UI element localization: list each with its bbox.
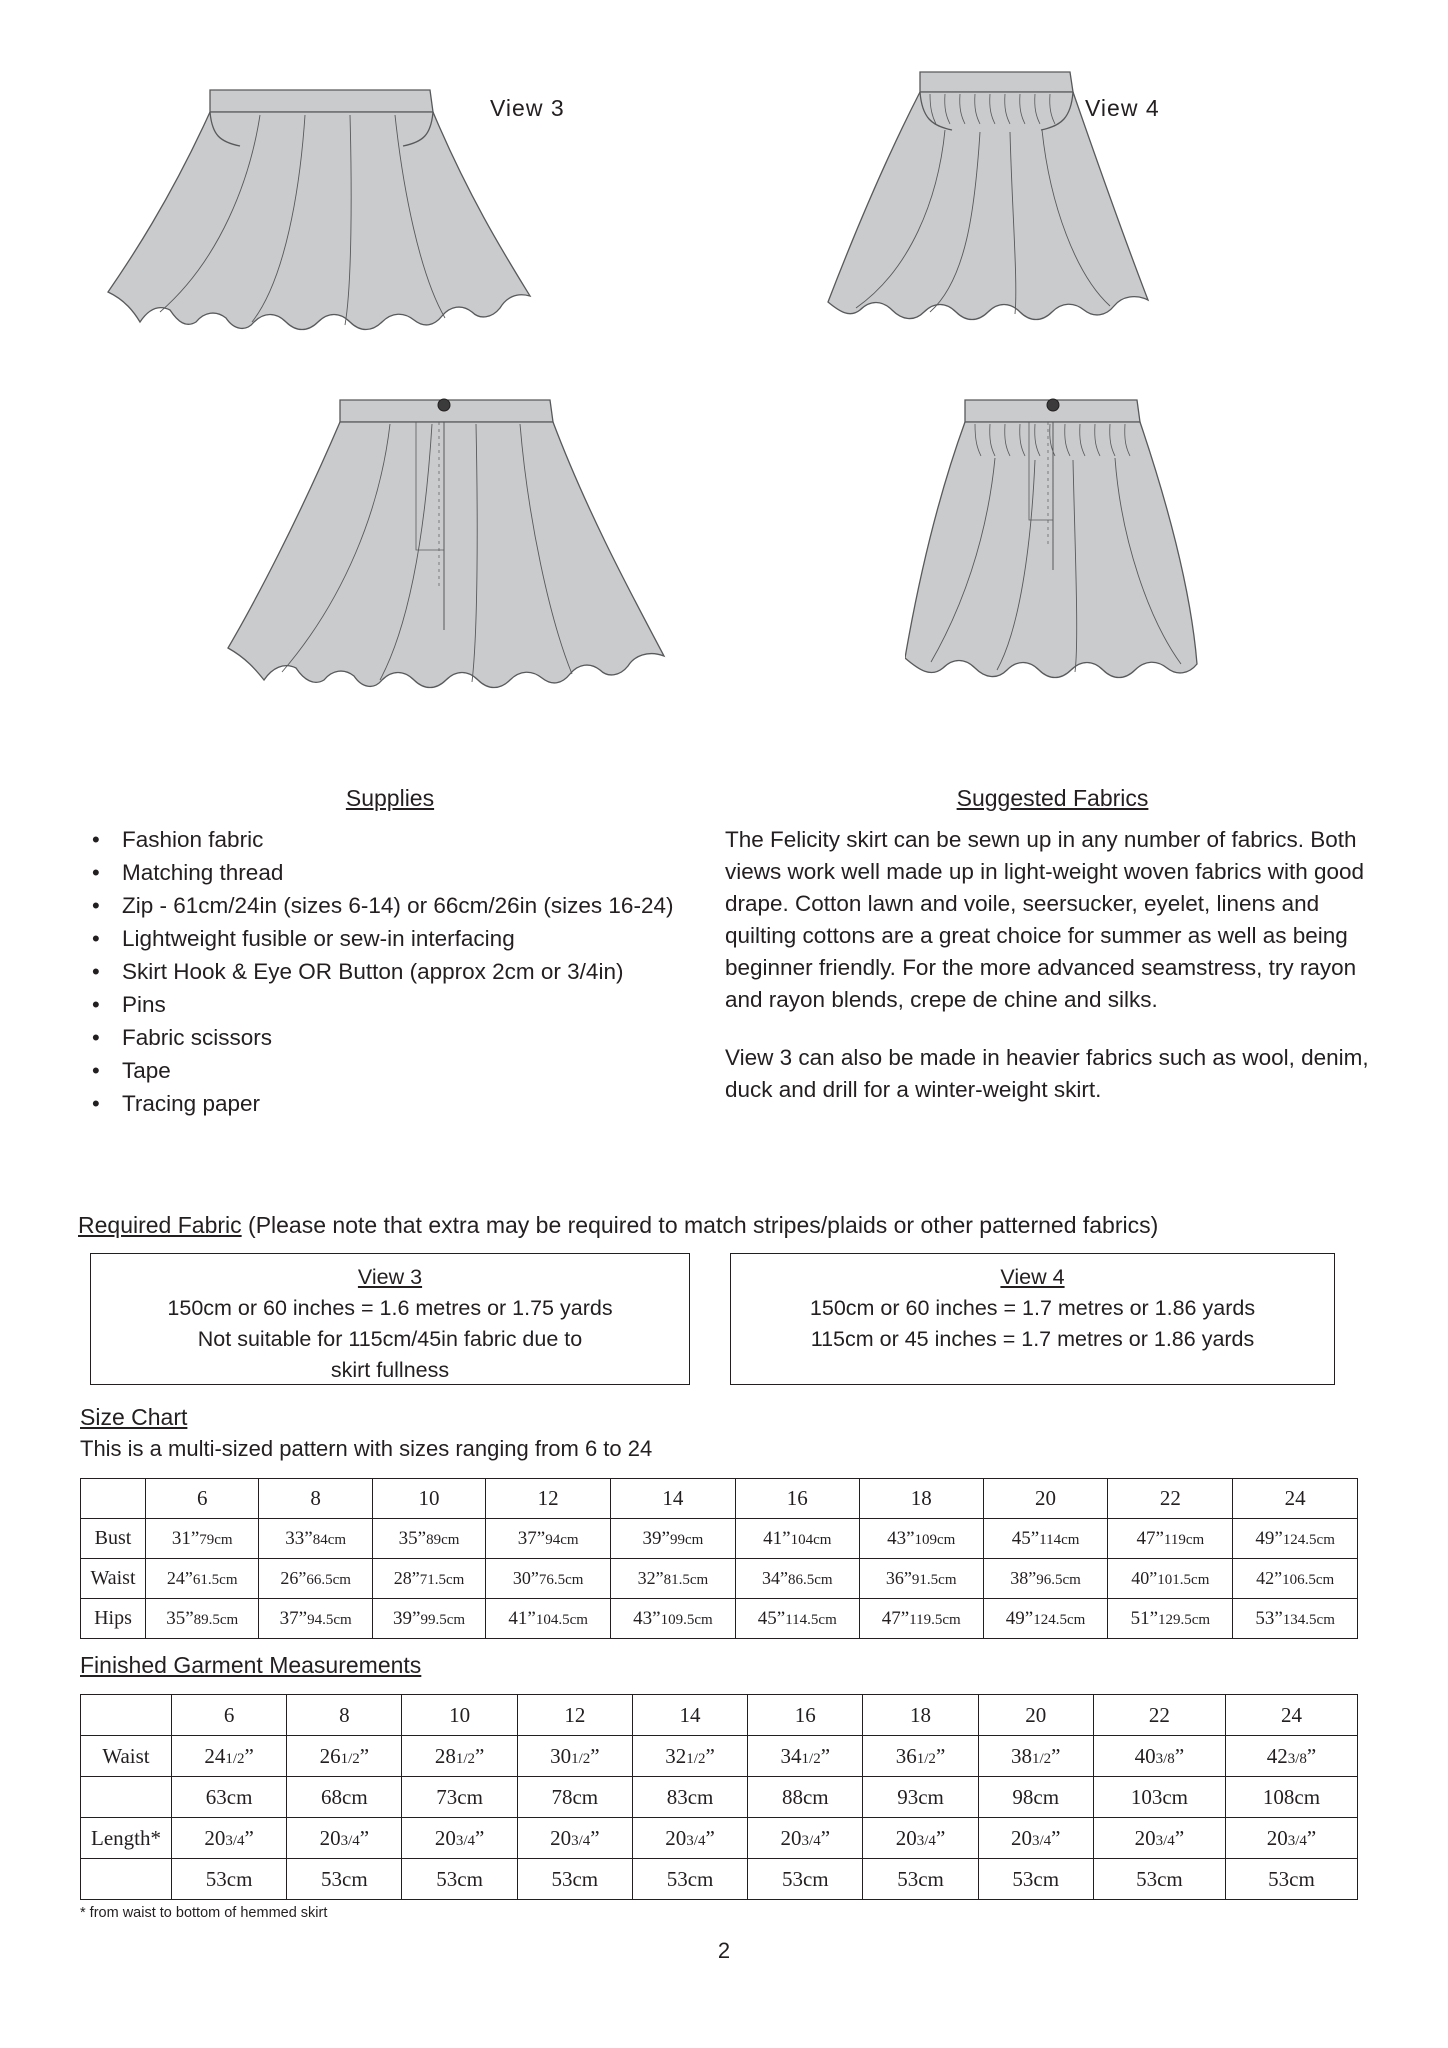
fgm-waist-unit-14: ” [705, 1743, 715, 1768]
size-chart-col-16: 16 [735, 1479, 859, 1519]
list-item: • Matching thread [122, 857, 710, 889]
size-chart-col-22: 22 [1108, 1479, 1233, 1519]
bust-in-14: 39” [642, 1527, 670, 1549]
hips-cm-24: 134.5cm [1282, 1611, 1335, 1628]
fgm-waist-in-12: 30 [550, 1743, 572, 1768]
size-chart-col-8: 8 [259, 1479, 372, 1519]
list-item: • Fashion fabric [122, 824, 710, 856]
list-item: • Lightweight fusible or sew-in interfacing [122, 923, 710, 955]
hips-cm-14: 109.5cm [660, 1611, 713, 1628]
table-cell [172, 1818, 287, 1859]
table-cell [402, 1736, 517, 1777]
hips-in-22: 51” [1130, 1607, 1158, 1629]
table-row [81, 1859, 1358, 1900]
table-cell [517, 1818, 632, 1859]
hips-in-18: 47” [881, 1607, 910, 1629]
table-cell [735, 1519, 859, 1559]
hips-in-14: 43” [633, 1607, 661, 1629]
fgm-col-10: 10 [402, 1695, 517, 1736]
hips-in-6: 35” [166, 1607, 194, 1629]
table-cell [517, 1736, 632, 1777]
fgm-length-unit-18: ” [935, 1825, 946, 1850]
fgm-waist-unit-22: ” [1174, 1743, 1185, 1768]
table-row [81, 1736, 1358, 1777]
fgm-length-frac-14: 3/4 [686, 1832, 706, 1849]
list-item: • Fabric scissors [122, 1022, 710, 1054]
hips-in-24: 53” [1255, 1607, 1283, 1629]
waist-cm-16: 86.5cm [787, 1571, 833, 1588]
fgm-waist-frac-12: 1/2 [571, 1750, 591, 1767]
fgm-row-length-label: Length* [81, 1818, 172, 1859]
table-cell [632, 1818, 747, 1859]
table-row [81, 1818, 1358, 1859]
fgm-waist-in-6: 24 [204, 1743, 226, 1768]
table-row [81, 1479, 1358, 1519]
hips-cm-8: 94.5cm [307, 1611, 352, 1628]
table-cell: 53cm [402, 1859, 517, 1900]
size-chart-subtitle: This is a multi-sized pattern with sizes ranging from 6 to 24 [80, 1436, 653, 1461]
table-cell [259, 1519, 372, 1559]
table-cell [372, 1519, 485, 1559]
table-cell [611, 1559, 736, 1599]
table-cell: 53cm [1093, 1859, 1225, 1900]
required-fabric-box-view4 [730, 1253, 1335, 1385]
table-cell [1108, 1599, 1233, 1639]
table-cell: 68cm [287, 1777, 402, 1818]
table-cell: 78cm [517, 1777, 632, 1818]
fgm-length-in-10: 20 [434, 1825, 456, 1850]
waist-in-6: 24” [166, 1567, 193, 1588]
illustration-area [70, 60, 1380, 760]
bust-in-22: 47” [1136, 1527, 1164, 1549]
waist-cm-8: 66.5cm [306, 1571, 351, 1588]
table-cell [1093, 1818, 1225, 1859]
size-chart-row-bust-label: Bust [81, 1519, 146, 1559]
table-cell [1093, 1736, 1225, 1777]
waist-in-22: 40” [1131, 1567, 1158, 1588]
table-cell [1233, 1599, 1358, 1639]
required-fabric-view3-line-2: Not suitable for 115cm/45in fabric due to [197, 1327, 583, 1351]
required-fabric-view4-title: View 4 [1000, 1265, 1065, 1289]
fgm-waist-in-14: 32 [665, 1743, 687, 1768]
fgm-length-in-6: 20 [204, 1825, 226, 1850]
table-cell [259, 1599, 372, 1639]
fgm-waist-frac-22: 3/8 [1155, 1750, 1175, 1767]
table-cell: 103cm [1093, 1777, 1225, 1818]
bust-cm-12: 94cm [545, 1531, 579, 1548]
table-cell [611, 1599, 736, 1639]
table-cell [402, 1818, 517, 1859]
list-item: • Tracing paper [122, 1088, 710, 1120]
table-cell [735, 1599, 859, 1639]
table-cell [632, 1736, 747, 1777]
fgm-length-in-24: 20 [1266, 1825, 1288, 1850]
size-chart-col-10: 10 [372, 1479, 485, 1519]
table-cell: 53cm [287, 1859, 402, 1900]
bust-cm-6: 79cm [199, 1531, 233, 1548]
bust-in-20: 45” [1011, 1527, 1040, 1549]
fgm-length-unit-20: ” [1051, 1825, 1061, 1850]
fgm-waist-frac-8: 1/2 [340, 1750, 360, 1767]
fgm-waist-unit-20: ” [1051, 1743, 1061, 1768]
size-chart-col-14: 14 [611, 1479, 736, 1519]
waist-cm-24: 106.5cm [1282, 1571, 1335, 1588]
hips-cm-18: 119.5cm [909, 1611, 961, 1628]
table-cell [1233, 1559, 1358, 1599]
size-chart-heading: Size Chart [80, 1404, 188, 1430]
hips-in-8: 37” [279, 1607, 308, 1629]
fgm-col-12: 12 [517, 1695, 632, 1736]
fgm-waist-unit-10: ” [475, 1743, 485, 1768]
table-cell: 88cm [748, 1777, 863, 1818]
fgm-waist-unit-16: ” [820, 1743, 831, 1768]
waist-in-20: 38” [1010, 1567, 1037, 1588]
fgm-length-in-16: 20 [780, 1825, 802, 1850]
bust-in-12: 37” [517, 1527, 546, 1549]
fgm-row-waist-label: Waist [81, 1736, 172, 1777]
list-item: • Tape [122, 1055, 710, 1087]
table-row [81, 1559, 1358, 1599]
required-fabric-view4-line-2: 115cm or 45 inches = 1.7 metres or 1.86 yards [810, 1327, 1255, 1351]
fgm-length-unit-14: ” [705, 1825, 715, 1850]
page-number: 2 [717, 1938, 731, 1963]
bust-cm-8: 84cm [312, 1531, 347, 1548]
hips-cm-6: 89.5cm [193, 1611, 239, 1628]
bust-in-8: 33” [285, 1527, 313, 1549]
fgm-length-frac-16: 3/4 [801, 1832, 821, 1849]
size-chart-row-waist-label: Waist [81, 1559, 146, 1599]
size-chart-col-18: 18 [859, 1479, 983, 1519]
table-cell: 93cm [863, 1777, 978, 1818]
fgm-length-frac-20: 3/4 [1032, 1832, 1052, 1849]
hips-in-12: 41” [508, 1607, 536, 1629]
fgm-waist-frac-16: 1/2 [801, 1750, 821, 1767]
view3-label: View 3 [490, 95, 565, 121]
fgm-length-unit-8: ” [359, 1825, 370, 1850]
fgm-waist-frac-14: 1/2 [686, 1750, 706, 1767]
table-cell [146, 1559, 259, 1599]
footnote: * from waist to bottom of hemmed skirt [80, 1905, 328, 1921]
fgm-waist-in-20: 38 [1011, 1743, 1032, 1768]
suggested-fabrics-paragraph-1: The Felicity skirt can be sewn up in any number of fabrics. Both views work well made up in light-weight woven fabrics with good drape. Cotton lawn and voile, seersucker, eyelet, linens and quilting cottons are a great choice for summer as well as being beginner friendly. For the more advanced seamstress, try rayon and rayon blends, crepe de chine and silks. [725, 827, 1365, 1012]
fgm-waist-frac-18: 1/2 [916, 1750, 936, 1767]
table-cell [172, 1736, 287, 1777]
fgm-length-unit-12: ” [590, 1825, 600, 1850]
waist-cm-14: 81.5cm [663, 1571, 709, 1588]
fgm-waist-unit-24: ” [1306, 1743, 1317, 1768]
waist-in-18: 36” [885, 1567, 912, 1588]
waist-in-16: 34” [761, 1567, 788, 1588]
fgm-length-unit-16: ” [820, 1825, 831, 1850]
table-cell [863, 1736, 978, 1777]
fgm-waist-in-22: 40 [1134, 1743, 1156, 1768]
required-fabric-note: (Please note that extra may be required to match stripes/plaids or other patterned fabrics) [241, 1212, 1159, 1238]
table-cell: 98cm [978, 1777, 1093, 1818]
size-chart-table [80, 1478, 1358, 1639]
suggested-fabrics-column [725, 785, 1380, 1132]
fgm-length-frac-24: 3/4 [1287, 1832, 1307, 1849]
required-fabric-view3-line-3: skirt fullness [330, 1358, 450, 1382]
fgm-col-8: 8 [287, 1695, 402, 1736]
suggested-fabrics-heading: Suggested Fabrics [956, 785, 1149, 811]
fgm-waist-in-8: 26 [319, 1743, 341, 1768]
waist-cm-12: 76.5cm [538, 1571, 584, 1588]
fgm-length-unit-24: ” [1306, 1825, 1317, 1850]
table-cell [859, 1599, 983, 1639]
table-cell [287, 1736, 402, 1777]
table-cell: 83cm [632, 1777, 747, 1818]
table-cell [259, 1559, 372, 1599]
list-item: • Skirt Hook & Eye OR Button (approx 2cm or 3/4in) [122, 956, 710, 988]
fgm-length-in-8: 20 [319, 1825, 341, 1850]
hips-cm-12: 104.5cm [535, 1611, 588, 1628]
table-cell [748, 1818, 863, 1859]
fgm-waist-unit-8: ” [359, 1743, 370, 1768]
fgm-length-in-20: 20 [1011, 1825, 1032, 1850]
table-cell [983, 1599, 1108, 1639]
waist-cm-10: 71.5cm [419, 1571, 465, 1588]
fgm-length-frac-22: 3/4 [1155, 1832, 1175, 1849]
fgm-length-in-18: 20 [895, 1825, 917, 1850]
table-cell: 53cm [172, 1859, 287, 1900]
required-fabric-view3-line-1: 150cm or 60 inches = 1.6 metres or 1.75 yards [167, 1296, 613, 1320]
table-cell [735, 1559, 859, 1599]
table-cell [978, 1818, 1093, 1859]
supplies-heading: Supplies [345, 785, 435, 811]
table-cell: 73cm [402, 1777, 517, 1818]
waist-cm-22: 101.5cm [1157, 1571, 1210, 1588]
fgm-length-frac-8: 3/4 [340, 1832, 360, 1849]
table-cell [146, 1519, 259, 1559]
table-cell [146, 1599, 259, 1639]
fgm-col-18: 18 [863, 1695, 978, 1736]
table-cell [1225, 1818, 1357, 1859]
fgm-waist-unit-6: ” [244, 1743, 254, 1768]
table-cell [748, 1736, 863, 1777]
size-chart-col-24: 24 [1233, 1479, 1358, 1519]
fgm-length-unit-10: ” [475, 1825, 485, 1850]
table-row [81, 1599, 1358, 1639]
fgm-waist-in-16: 34 [780, 1743, 802, 1768]
fgm-row-length-cm-label [81, 1859, 172, 1900]
size-chart-row-hips-label: Hips [81, 1599, 146, 1639]
fgm-waist-in-10: 28 [434, 1743, 456, 1768]
fgm-waist-unit-12: ” [590, 1743, 600, 1768]
bust-in-18: 43” [887, 1527, 915, 1549]
bust-cm-24: 124.5cm [1282, 1531, 1335, 1548]
finished-garment-table [80, 1694, 1358, 1900]
waist-in-8: 26” [280, 1567, 307, 1588]
fgm-length-frac-10: 3/4 [455, 1832, 475, 1849]
table-cell [486, 1559, 611, 1599]
table-cell [287, 1818, 402, 1859]
finished-garment-heading: Finished Garment Measurements [80, 1652, 422, 1678]
list-item: • Pins [122, 989, 710, 1021]
suggested-fabrics-paragraph-2: View 3 can also be made in heavier fabrics such as wool, denim, duck and drill for a winter-weight skirt. [725, 1045, 1369, 1102]
hips-cm-10: 99.5cm [420, 1611, 466, 1628]
fgm-waist-frac-6: 1/2 [225, 1750, 245, 1767]
table-cell [372, 1599, 485, 1639]
view3-back-illustration [220, 390, 710, 750]
view4-label: View 4 [1085, 95, 1160, 121]
table-cell [1108, 1559, 1233, 1599]
waist-cm-20: 96.5cm [1036, 1571, 1081, 1588]
table-cell [486, 1599, 611, 1639]
waist-in-10: 28” [393, 1567, 420, 1588]
fgm-length-frac-18: 3/4 [916, 1832, 936, 1849]
view4-back-illustration [905, 390, 1325, 750]
fgm-length-in-22: 20 [1134, 1825, 1156, 1850]
table-cell [1108, 1519, 1233, 1559]
fgm-row-waist-cm-label [81, 1777, 172, 1818]
fgm-col-22: 22 [1093, 1695, 1225, 1736]
table-cell [983, 1519, 1108, 1559]
size-chart-corner [81, 1479, 146, 1519]
bust-cm-18: 109cm [914, 1531, 956, 1548]
required-fabric-view4-line-1: 150cm or 60 inches = 1.7 metres or 1.86 yards [809, 1296, 1256, 1320]
fgm-length-frac-12: 3/4 [571, 1832, 591, 1849]
table-cell [486, 1519, 611, 1559]
fgm-waist-in-24: 42 [1266, 1743, 1288, 1768]
table-cell [859, 1559, 983, 1599]
table-cell: 53cm [978, 1859, 1093, 1900]
fgm-col-20: 20 [978, 1695, 1093, 1736]
waist-cm-6: 61.5cm [192, 1571, 238, 1588]
fgm-col-6: 6 [172, 1695, 287, 1736]
supplies-column [70, 785, 710, 1121]
fgm-col-16: 16 [748, 1695, 863, 1736]
fgm-waist-in-18: 36 [895, 1743, 917, 1768]
bust-cm-10: 89cm [426, 1531, 460, 1548]
bust-cm-16: 104cm [790, 1531, 832, 1548]
table-cell [983, 1559, 1108, 1599]
hips-cm-16: 114.5cm [785, 1611, 837, 1628]
table-cell [978, 1736, 1093, 1777]
bust-cm-14: 99cm [669, 1531, 704, 1548]
fgm-length-in-14: 20 [665, 1825, 687, 1850]
table-cell: 63cm [172, 1777, 287, 1818]
table-cell: 53cm [748, 1859, 863, 1900]
fgm-waist-unit-18: ” [935, 1743, 946, 1768]
table-cell [859, 1519, 983, 1559]
required-fabric-title: Required Fabric [78, 1212, 242, 1238]
fgm-corner [81, 1695, 172, 1736]
bust-in-16: 41” [763, 1527, 791, 1549]
table-cell: 53cm [517, 1859, 632, 1900]
required-fabric-view3-title: View 3 [357, 1265, 423, 1289]
fgm-length-unit-6: ” [244, 1825, 254, 1850]
bust-cm-20: 114cm [1039, 1531, 1080, 1548]
table-cell: 53cm [863, 1859, 978, 1900]
hips-in-20: 49” [1005, 1607, 1034, 1629]
list-item: • Zip - 61cm/24in (sizes 6-14) or 66cm/26in (sizes 16-24) [122, 890, 710, 922]
fgm-waist-frac-20: 1/2 [1032, 1750, 1052, 1767]
hips-in-10: 39” [393, 1607, 421, 1629]
supplies-list [70, 824, 710, 1120]
size-chart-col-20: 20 [983, 1479, 1108, 1519]
table-cell [1233, 1519, 1358, 1559]
fgm-waist-frac-24: 3/8 [1287, 1750, 1307, 1767]
fgm-waist-frac-10: 1/2 [455, 1750, 475, 1767]
fgm-length-frac-6: 3/4 [225, 1832, 245, 1849]
table-row [81, 1519, 1358, 1559]
table-row [81, 1695, 1358, 1736]
table-cell: 53cm [632, 1859, 747, 1900]
table-cell [372, 1559, 485, 1599]
bust-in-24: 49” [1255, 1527, 1283, 1549]
table-cell [611, 1519, 736, 1559]
bust-cm-22: 119cm [1163, 1531, 1205, 1548]
table-cell [863, 1818, 978, 1859]
waist-cm-18: 91.5cm [911, 1571, 957, 1588]
waist-in-14: 32” [637, 1567, 664, 1588]
waist-in-24: 42” [1256, 1567, 1283, 1588]
fgm-length-unit-22: ” [1174, 1825, 1185, 1850]
fgm-length-in-12: 20 [550, 1825, 572, 1850]
bust-in-10: 35” [398, 1527, 427, 1549]
table-cell: 108cm [1225, 1777, 1357, 1818]
fgm-col-14: 14 [632, 1695, 747, 1736]
table-cell: 53cm [1225, 1859, 1357, 1900]
fgm-col-24: 24 [1225, 1695, 1357, 1736]
table-cell [1225, 1736, 1357, 1777]
size-chart-col-6: 6 [146, 1479, 259, 1519]
hips-in-16: 45” [757, 1607, 786, 1629]
size-chart-col-12: 12 [486, 1479, 611, 1519]
table-row [81, 1777, 1358, 1818]
required-fabric-heading [78, 1212, 1158, 1239]
waist-in-12: 30” [512, 1567, 539, 1588]
hips-cm-20: 124.5cm [1033, 1611, 1086, 1628]
hips-cm-22: 129.5cm [1158, 1611, 1211, 1628]
bust-in-6: 31” [171, 1527, 200, 1549]
required-fabric-box-view3 [90, 1253, 690, 1385]
